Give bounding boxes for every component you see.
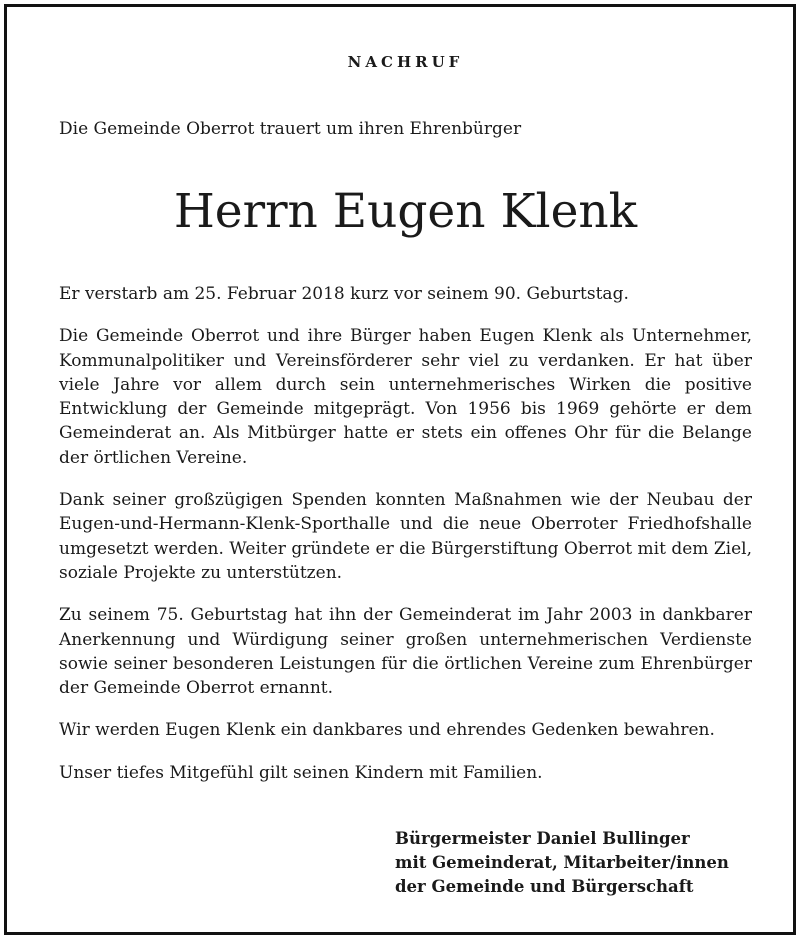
paragraph-merits: Die Gemeinde Oberrot und ihre Bürger haben Eugen Klenk als Unternehmer, Kommunalpolitiker und Vereinsförderer sehr viel zu verdanken. Er hat über viele Jahre vor allem durch sein unternehmerisches Wirken die positive Entwicklung der Gemeinde mitgeprägt. Von 1956 bis 1969 gehörte er dem Gemeinderat an. Als Mitbürger hatte er stets ein offenes Ohr für die Belange der örtlichen Vereine. (59, 326, 752, 468)
signature-line: mit Gemeinderat, Mitarbeiter/innen (395, 853, 729, 872)
signature-line: der Gemeinde und Bürgerschaft (395, 877, 694, 896)
paragraph-honorary-citizen: Zu seinem 75. Geburtstag hat ihn der Gemeinderat im Jahr 2003 in dankbarer Anerkennung und Würdigung seiner großen unternehmerischen Verdienste sowie seiner besonderen Leistungen für die örtlichen Vereine zum Ehrenbürger der Gemeinde Oberrot ernannt. (59, 605, 752, 699)
paragraph-condolences: Unser tiefes Mitgefühl gilt seinen Kindern mit Familien. (59, 762, 543, 783)
notice-heading: NACHRUF (347, 53, 464, 71)
paragraph-remembrance: Wir werden Eugen Klenk ein dankbares und ehrendes Gedenken bewahren. (59, 720, 715, 741)
intro-line: Die Gemeinde Oberrot trauert um ihren Ehrenbürger (59, 119, 522, 139)
obituary-frame (4, 4, 796, 935)
paragraph-donations: Dank seiner großzügigen Spenden konnten Maßnahmen wie der Neubau der Eugen-und-Hermann-Klenk-Sporthalle und die neue Oberroter Friedhofshalle umgesetzt werden. Weiter gründete er die Bürgerstiftung Oberrot mit dem Ziel, soziale Projekte zu unterstützen. (59, 490, 752, 583)
body-text (59, 282, 752, 803)
paragraph-death-date: Er verstarb am 25. Februar 2018 kurz vor seinem 90. Geburtstag. (59, 284, 629, 304)
signature-line: Bürgermeister Daniel Bullinger (395, 829, 690, 848)
signature-block (395, 827, 755, 899)
deceased-name: Herrn Eugen Klenk (173, 184, 638, 239)
